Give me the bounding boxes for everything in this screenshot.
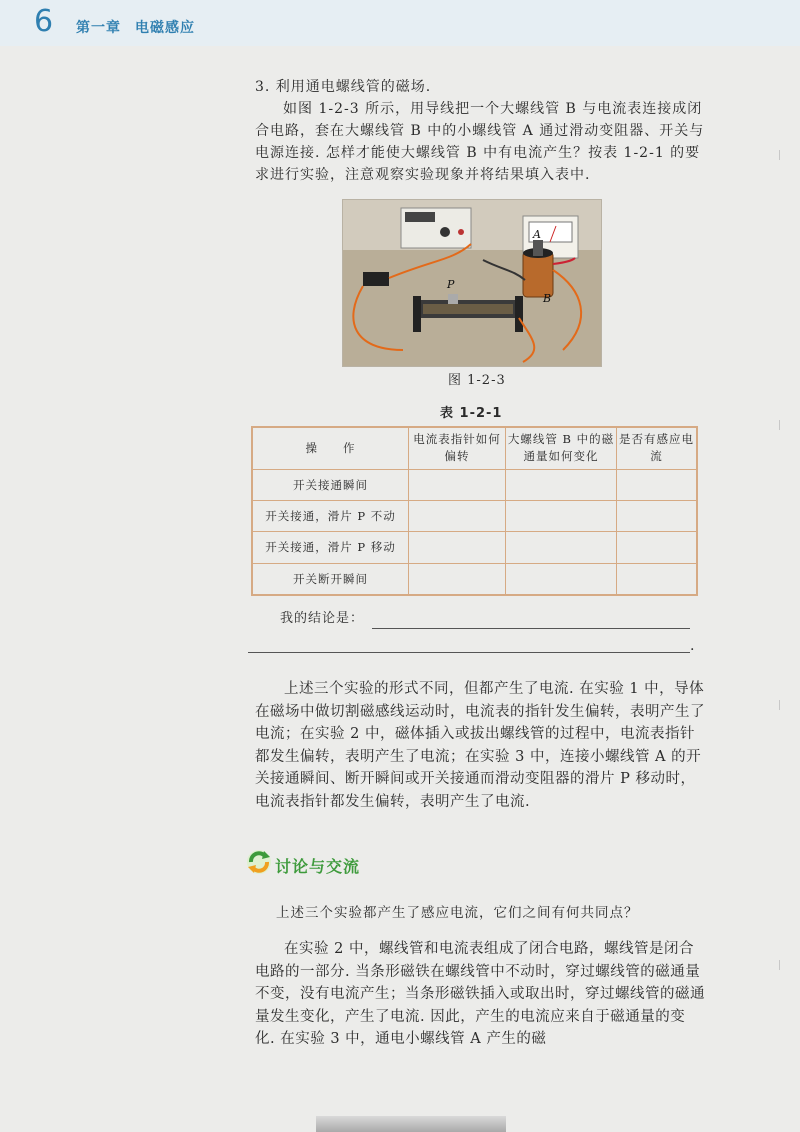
discussion-answer: 在实验 2 中，螺线管和电流表组成了闭合电路，螺线管是闭合电路的一部分. 当条形磁铁在螺线管中不动时，穿过螺线管的磁通量不变，没有电流产生；当条形磁铁插入或取出时，穿过螺线管的磁通量发生变化，产生了电流. 因此，产生的电流应来自于磁通量的变化. 在实验 3 中，通电小螺线管 A 产生的磁 — [255, 941, 705, 1047]
table-header-cell: 大螺线管 B 中的磁通量如何变化 — [506, 427, 617, 469]
conclusion-label: 我的结论是： — [280, 611, 365, 626]
table-row-label: 开关接通，滑片 P 不动 — [252, 500, 409, 531]
table-header-cell: 电流表指针如何偏转 — [409, 427, 506, 469]
lab3-text: 如图 1-2-3 所示，用导线把一个大螺线管 B 与电流表连接成闭合电路，套在大螺线管 B 中的小螺线管 A 通过滑动变阻器、开关与电源连接. 怎样才能使大螺线管 B 中有电流产生？按表 1-2-1 的要求进行实验，注意观察实验现象并将结果填入表中. — [255, 101, 705, 183]
conclusion-blank-line-2[interactable] — [248, 652, 690, 653]
table-header-cell: 操 作 — [252, 427, 409, 469]
page-number: 6 — [34, 4, 54, 39]
recycle-arrows-icon — [245, 848, 273, 876]
margin-tick — [779, 150, 780, 160]
table-cell-blank[interactable] — [409, 500, 506, 531]
margin-tick — [779, 700, 780, 710]
table-cell-blank[interactable] — [506, 500, 617, 531]
margin-tick — [779, 960, 780, 970]
table-row — [252, 469, 697, 500]
chapter-name: 电磁感应 — [135, 20, 195, 36]
table-row-label: 开关接通，滑片 P 移动 — [252, 532, 409, 563]
label-p: P — [447, 278, 455, 291]
table-cell-blank[interactable] — [617, 469, 698, 500]
scanner-edge-strip — [316, 1116, 506, 1132]
table-cell-blank[interactable] — [409, 563, 506, 595]
experiment-photo-illustration — [343, 200, 601, 366]
label-a: A — [533, 228, 541, 241]
table-cell-blank[interactable] — [409, 469, 506, 500]
experiment-photo — [342, 199, 602, 367]
lab3-heading: 3. 利用通电螺线管的磁场. — [255, 79, 432, 95]
page-header — [0, 0, 800, 46]
table-header-cell: 是否有感应电流 — [617, 427, 698, 469]
table-row-label: 开关断开瞬间 — [252, 563, 409, 595]
table-cell-blank[interactable] — [506, 469, 617, 500]
table-row-label: 开关接通瞬间 — [252, 469, 409, 500]
conclusion-period: . — [690, 638, 695, 654]
figure-caption: 图 1-2-3 — [448, 373, 506, 388]
discussion-question: 上述三个实验都产生了感应电流，它们之间有何共同点？ — [276, 905, 639, 921]
label-b: B — [543, 292, 552, 305]
discussion-title: 讨论与交流 — [275, 857, 361, 876]
chapter-number: 第一章 — [76, 20, 121, 36]
table-header-row — [252, 427, 697, 469]
table-cell-blank[interactable] — [617, 500, 698, 531]
table-cell-blank[interactable] — [506, 563, 617, 595]
summary-paragraph: 上述三个实验的形式不同，但都产生了电流. 在实验 1 中，导体在磁场中做切割磁感线运动时，电流表的指针发生偏转，表明产生了电流；在实验 2 中，磁体插入或拔出螺线管的过程中，电流表指针都发生偏转，表明产生了电流；在实验 3 中，连接小螺线管 A 的开关接通瞬间、断开瞬间或开关接通而滑动变阻器的滑片 P 移动时，电流表指针都发生偏转，表明产生了电流. — [255, 681, 705, 810]
discussion-icon — [245, 848, 273, 878]
table-row — [252, 532, 697, 563]
table-row — [252, 500, 697, 531]
results-table — [251, 426, 698, 596]
table-caption: 表 1-2-1 — [440, 406, 503, 421]
chapter-title — [76, 17, 209, 37]
table-cell-blank[interactable] — [617, 563, 698, 595]
table-cell-blank[interactable] — [617, 532, 698, 563]
margin-tick — [779, 420, 780, 430]
table-cell-blank[interactable] — [506, 532, 617, 563]
table-cell-blank[interactable] — [409, 532, 506, 563]
conclusion-blank-line-1[interactable] — [372, 628, 690, 629]
table-row — [252, 563, 697, 595]
